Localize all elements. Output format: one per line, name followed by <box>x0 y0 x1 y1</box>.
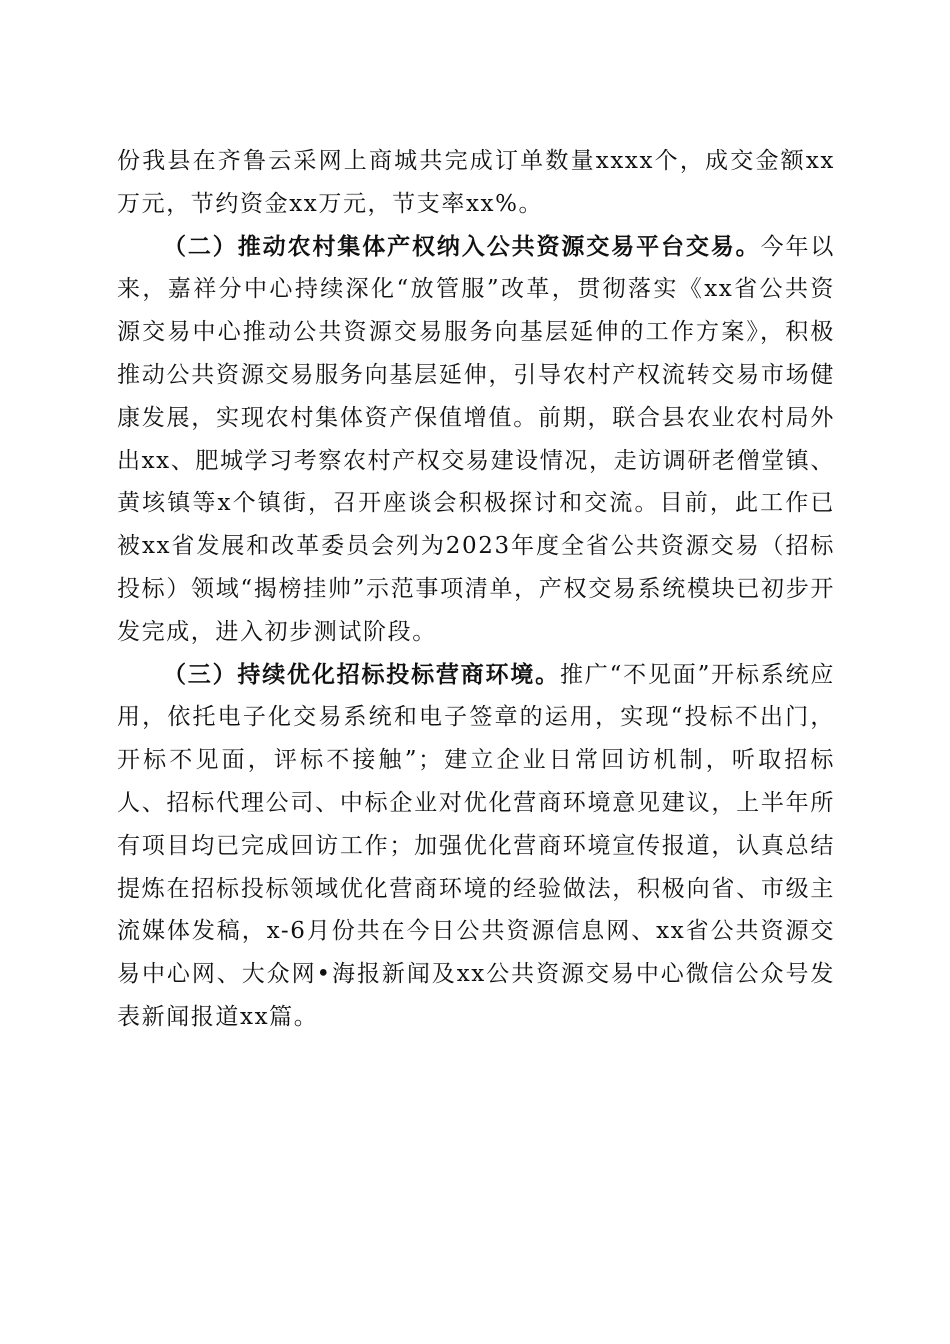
paragraph-business-environment-text: 推广“不见面”开标系统应用，依托电子化交易系统和电子签章的运用，实现“投标不出门，开标不见面，评标不接触”；建立企业日常回访机制，听取招标人、招标代理公司、中标企业对优化营商环境意见建议，上半年所有项目均已完成回访工作；加强优化营商环境宣传报道，认真总结提炼在招标投标领域优化营商环境的经验做法，积极向省、市级主流媒体发稿，x-6月份共在今日公共资源信息网、xx省公共资源交易中心网、大众网•海报新闻及xx公共资源交易中心微信公众号发表新闻报道xx篇。 <box>117 661 835 1030</box>
paragraph-business-environment <box>117 654 835 1039</box>
document-body <box>117 140 835 1039</box>
section-heading-two: （二）推动农村集体产权纳入公共资源交易平台交易。 <box>163 233 761 260</box>
paragraph-continuation-text: 份我县在齐鲁云采网上商城共完成订单数量xxxx个，成交金额xx万元，节约资金xx万元，节支率xx%。 <box>117 148 835 217</box>
paragraph-continuation <box>117 140 835 226</box>
paragraph-rural-property-rights-text: 今年以来，嘉祥分中心持续深化“放管服”改革，贯彻落实《xx省公共资源交易中心推动公共资源交易服务向基层延伸的工作方案》，积极推动公共资源交易服务向基层延伸，引导农村产权流转交易市场健康发展，实现农村集体资产保值增值。前期，联合县农业农村局外出xx、肥城学习考察农村产权交易建设情况，走访调研老僧堂镇、黄垓镇等x个镇街，召开座谈会积极探讨和交流。目前，此工作已被xx省发展和改革委员会列为2023年度全省公共资源交易（招标投标）领域“揭榜挂帅”示范事项清单，产权交易系统模块已初步开发完成，进入初步测试阶段。 <box>117 233 835 645</box>
paragraph-rural-property-rights <box>117 226 835 654</box>
section-heading-three: （三）持续优化招标投标营商环境。 <box>163 661 560 688</box>
